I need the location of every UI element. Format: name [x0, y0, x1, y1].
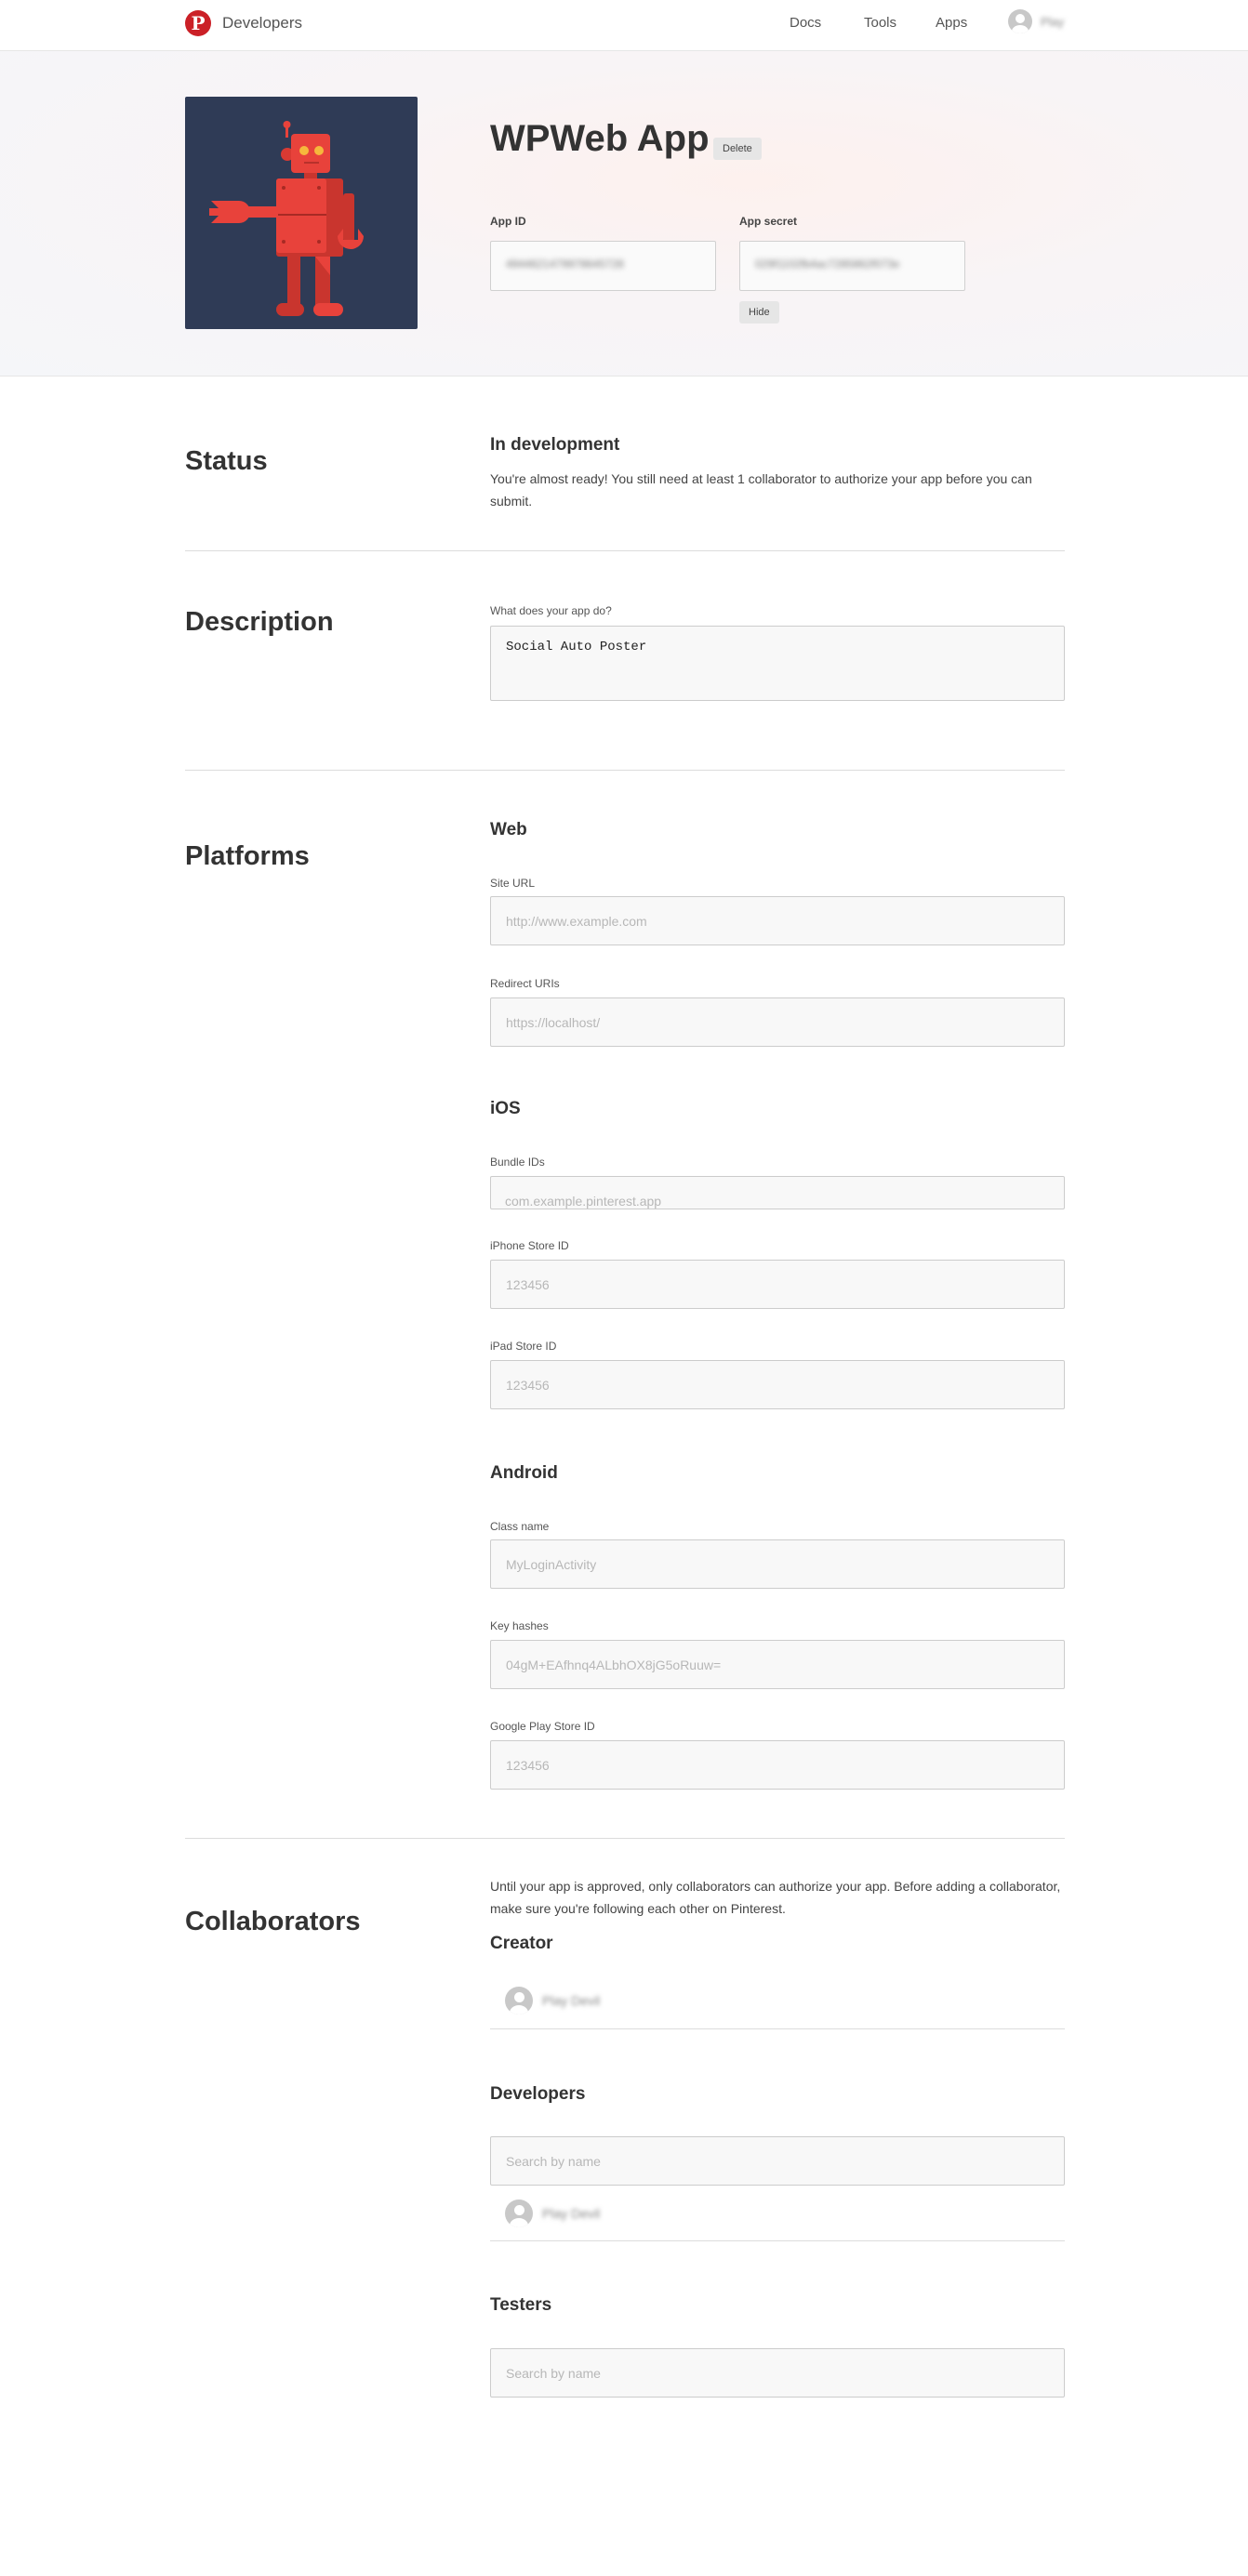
redirect-uris-label: Redirect URIs — [490, 977, 560, 990]
web-platform-title: Web — [490, 820, 527, 839]
collaborators-intro: Until your app is approved, only collaborators can authorize your app. Before adding a collaborator, make sure you're following each other on Pinterest. — [490, 1879, 1061, 1916]
user-avatar-icon — [1008, 9, 1032, 33]
ios-platform-title: iOS — [490, 1099, 521, 1118]
site-url-label: Site URL — [490, 877, 536, 890]
delete-app-button[interactable]: Delete — [713, 138, 762, 160]
top-nav-bar — [0, 0, 1248, 51]
class-name-label: Class name — [490, 1520, 550, 1533]
creator-row — [505, 1987, 600, 2015]
app-secret-value: 029f1102fb4ac7285862f073e — [755, 258, 900, 271]
user-menu[interactable] — [1008, 9, 1064, 33]
pinterest-logo-icon: P — [185, 10, 211, 36]
google-play-store-id-input[interactable] — [490, 1740, 1065, 1790]
divider — [185, 1838, 1065, 1839]
google-play-store-id-label: Google Play Store ID — [490, 1720, 595, 1733]
bundle-ids-input[interactable] — [490, 1176, 1065, 1209]
divider — [185, 770, 1065, 771]
iphone-store-id-input[interactable] — [490, 1260, 1065, 1309]
bundle-ids-label: Bundle IDs — [490, 1156, 545, 1169]
hide-secret-button[interactable]: Hide — [739, 301, 779, 324]
divider — [490, 2028, 1065, 2029]
divider — [185, 550, 1065, 551]
creator-title: Creator — [490, 1934, 553, 1953]
nav-docs-link[interactable]: Docs — [790, 15, 822, 31]
key-hashes-input[interactable] — [490, 1640, 1065, 1689]
android-platform-title: Android — [490, 1463, 558, 1483]
redirect-uris-input[interactable] — [490, 997, 1065, 1047]
ipad-store-id-label: iPad Store ID — [490, 1340, 557, 1353]
developers-search-input[interactable] — [490, 2136, 1065, 2186]
description-label: What does your app do? — [490, 604, 612, 617]
brand-label: Developers — [222, 14, 302, 32]
status-section-title: Status — [185, 446, 268, 476]
nav-tools-link[interactable]: Tools — [864, 15, 897, 31]
developers-title: Developers — [490, 2084, 586, 2104]
status-state: In development — [490, 435, 620, 455]
platforms-section-title: Platforms — [185, 841, 310, 871]
app-secret-field[interactable] — [739, 241, 965, 291]
user-name: Play — [1041, 14, 1065, 29]
app-id-field[interactable] — [490, 241, 716, 291]
app-id-label: App ID — [490, 215, 526, 228]
divider — [490, 2240, 1065, 2241]
description-section-title: Description — [185, 607, 334, 637]
collaborators-section-title: Collaborators — [185, 1907, 361, 1936]
ipad-store-id-input[interactable] — [490, 1360, 1065, 1409]
description-textarea[interactable] — [490, 626, 1065, 701]
site-url-input[interactable] — [490, 896, 1065, 945]
creator-avatar-icon — [505, 1987, 533, 2015]
testers-search-input[interactable] — [490, 2348, 1065, 2398]
robot-icon — [185, 97, 418, 329]
testers-title: Testers — [490, 2295, 552, 2315]
key-hashes-label: Key hashes — [490, 1619, 549, 1632]
nav-apps-link[interactable]: Apps — [936, 15, 968, 31]
app-secret-label: App secret — [739, 215, 798, 228]
status-message: You're almost ready! You still need at least 1 collaborator to authorize your app before you can submit. — [490, 471, 1032, 509]
app-id-value: 4944621479978645728 — [506, 258, 624, 271]
creator-name: Play Devil — [542, 1993, 601, 2008]
brand-home-link[interactable] — [185, 10, 302, 36]
app-title: WPWeb App — [490, 118, 710, 159]
iphone-store-id-label: iPhone Store ID — [490, 1239, 569, 1252]
app-image[interactable] — [185, 97, 418, 329]
developer-name: Play Devil — [542, 2206, 601, 2221]
developer-row — [505, 2200, 600, 2227]
developer-avatar-icon — [505, 2200, 533, 2227]
class-name-input[interactable] — [490, 1539, 1065, 1589]
bundle-ids-placeholder: com.example.pinterest.app — [505, 1194, 662, 1209]
